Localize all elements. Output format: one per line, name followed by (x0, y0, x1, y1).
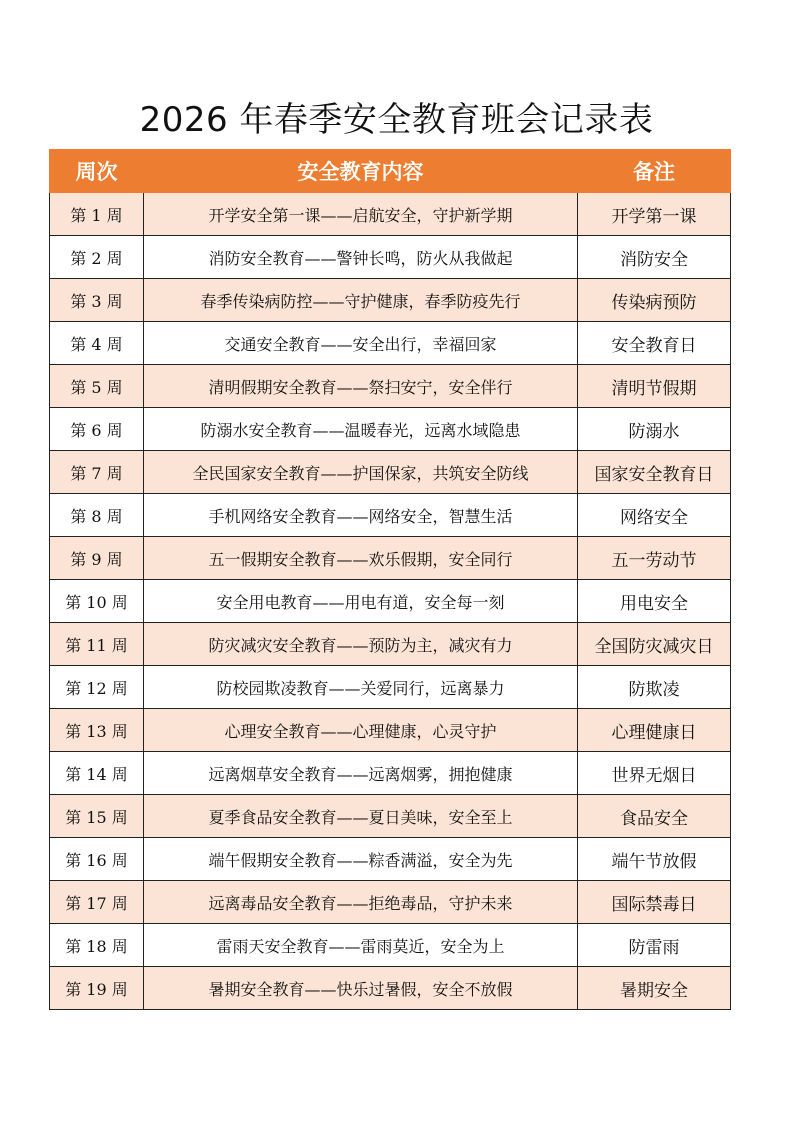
week-cell: 第 9 周 (50, 537, 144, 580)
week-cell: 第 5 周 (50, 365, 144, 408)
header-note: 备注 (578, 150, 731, 193)
week-cell: 第 2 周 (50, 236, 144, 279)
content-cell: 安全用电教育——用电有道，安全每一刻 (144, 580, 578, 623)
note-cell: 网络安全 (578, 494, 731, 537)
content-cell: 防灾减灾安全教育——预防为主，减灾有力 (144, 623, 578, 666)
week-cell: 第 13 周 (50, 709, 144, 752)
note-cell: 消防安全 (578, 236, 731, 279)
table-row (50, 365, 731, 408)
table-row (50, 666, 731, 709)
content-cell: 五一假期安全教育——欢乐假期，安全同行 (144, 537, 578, 580)
table-row (50, 494, 731, 537)
table-row (50, 408, 731, 451)
content-cell: 远离烟草安全教育——远离烟雾，拥抱健康 (144, 752, 578, 795)
content-cell: 清明假期安全教育——祭扫安宁，安全伴行 (144, 365, 578, 408)
note-cell: 传染病预防 (578, 279, 731, 322)
table-row (50, 709, 731, 752)
content-cell: 夏季食品安全教育——夏日美味，安全至上 (144, 795, 578, 838)
page-title: 2026 年春季安全教育班会记录表 (139, 100, 654, 140)
note-cell: 防雷雨 (578, 924, 731, 967)
week-cell: 第 11 周 (50, 623, 144, 666)
header-content: 安全教育内容 (144, 150, 578, 193)
safety-education-table (49, 149, 731, 1010)
table-row (50, 193, 731, 236)
table-row (50, 279, 731, 322)
note-cell: 清明节假期 (578, 365, 731, 408)
header-week: 周次 (50, 150, 144, 193)
content-cell: 交通安全教育——安全出行，幸福回家 (144, 322, 578, 365)
week-cell: 第 8 周 (50, 494, 144, 537)
content-cell: 雷雨天安全教育——雷雨莫近，安全为上 (144, 924, 578, 967)
note-cell: 防欺凌 (578, 666, 731, 709)
note-cell: 防溺水 (578, 408, 731, 451)
note-cell: 全国防灾减灾日 (578, 623, 731, 666)
table-row (50, 322, 731, 365)
week-cell: 第 7 周 (50, 451, 144, 494)
week-cell: 第 14 周 (50, 752, 144, 795)
content-cell: 防校园欺凌教育——关爱同行，远离暴力 (144, 666, 578, 709)
content-cell: 心理安全教育——心理健康，心灵守护 (144, 709, 578, 752)
note-cell: 国际禁毒日 (578, 881, 731, 924)
week-cell: 第 16 周 (50, 838, 144, 881)
note-cell: 端午节放假 (578, 838, 731, 881)
note-cell: 国家安全教育日 (578, 451, 731, 494)
content-cell: 防溺水安全教育——温暖春光，远离水域隐患 (144, 408, 578, 451)
table-row (50, 623, 731, 666)
content-cell: 开学安全第一课——启航安全，守护新学期 (144, 193, 578, 236)
table-row (50, 795, 731, 838)
content-cell: 消防安全教育——警钟长鸣，防火从我做起 (144, 236, 578, 279)
note-cell: 安全教育日 (578, 322, 731, 365)
table-row (50, 236, 731, 279)
content-cell: 手机网络安全教育——网络安全，智慧生活 (144, 494, 578, 537)
table-row (50, 881, 731, 924)
table-row (50, 580, 731, 623)
table-row (50, 752, 731, 795)
note-cell: 世界无烟日 (578, 752, 731, 795)
week-cell: 第 6 周 (50, 408, 144, 451)
week-cell: 第 18 周 (50, 924, 144, 967)
table-row (50, 967, 731, 1010)
week-cell: 第 4 周 (50, 322, 144, 365)
table-header-row (50, 150, 731, 193)
note-cell: 心理健康日 (578, 709, 731, 752)
week-cell: 第 1 周 (50, 193, 144, 236)
week-cell: 第 12 周 (50, 666, 144, 709)
table-row (50, 537, 731, 580)
table-row (50, 924, 731, 967)
table-row (50, 451, 731, 494)
note-cell: 食品安全 (578, 795, 731, 838)
content-cell: 暑期安全教育——快乐过暑假，安全不放假 (144, 967, 578, 1010)
note-cell: 用电安全 (578, 580, 731, 623)
week-cell: 第 3 周 (50, 279, 144, 322)
content-cell: 远离毒品安全教育——拒绝毒品，守护未来 (144, 881, 578, 924)
week-cell: 第 15 周 (50, 795, 144, 838)
note-cell: 五一劳动节 (578, 537, 731, 580)
content-cell: 全民国家安全教育——护国保家，共筑安全防线 (144, 451, 578, 494)
content-cell: 端午假期安全教育——粽香满溢，安全为先 (144, 838, 578, 881)
note-cell: 开学第一课 (578, 193, 731, 236)
table-body (50, 193, 731, 1010)
table-row (50, 838, 731, 881)
week-cell: 第 19 周 (50, 967, 144, 1010)
content-cell: 春季传染病防控——守护健康，春季防疫先行 (144, 279, 578, 322)
week-cell: 第 10 周 (50, 580, 144, 623)
note-cell: 暑期安全 (578, 967, 731, 1010)
week-cell: 第 17 周 (50, 881, 144, 924)
